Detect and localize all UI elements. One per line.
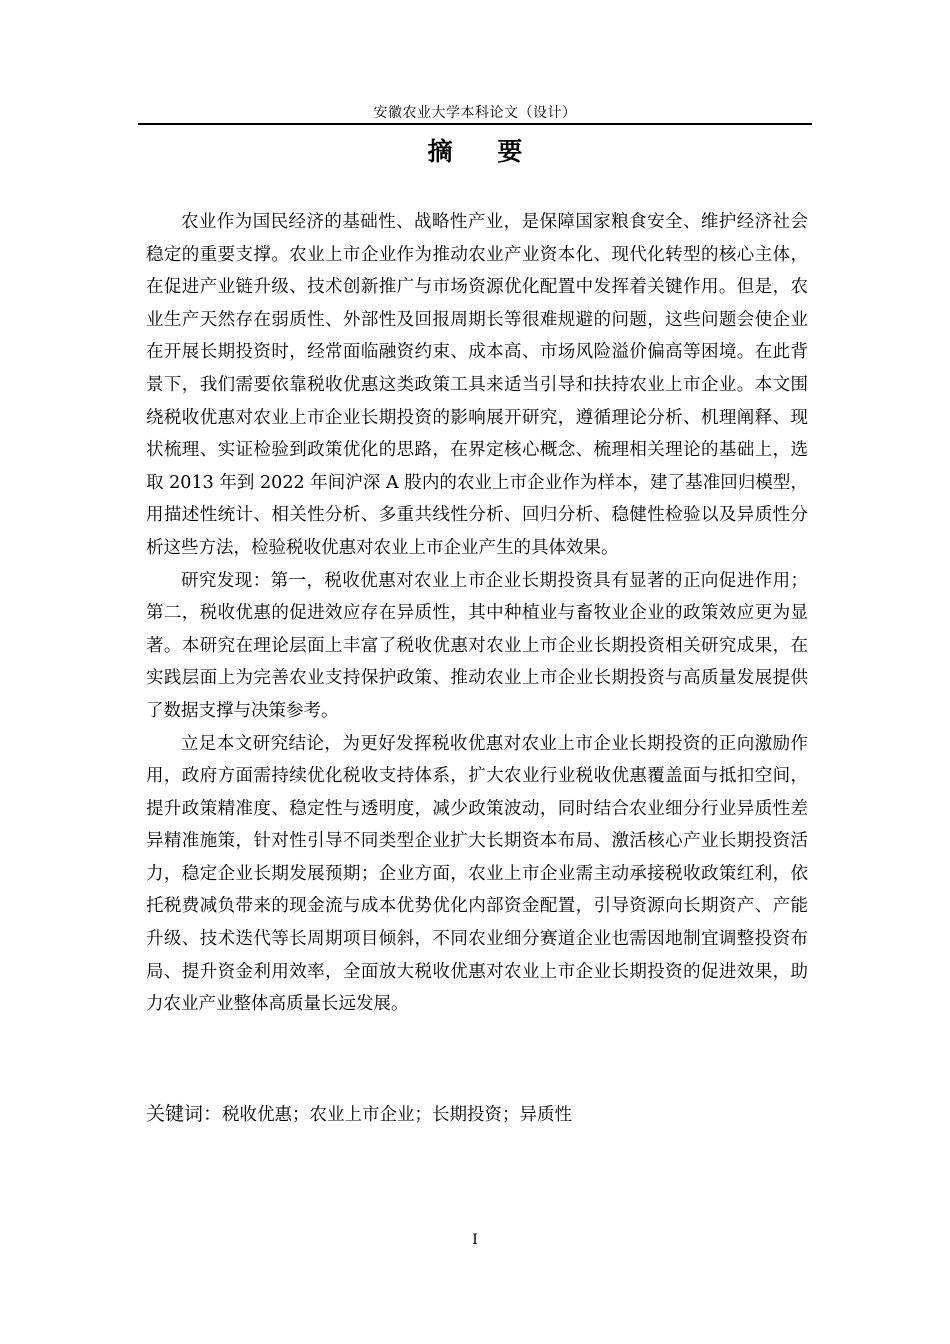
abstract-paragraph-2: 研究发现：第一，税收优惠对农业上市企业长期投资具有显著的正向促进作用；第二，税收优惠的促进效应存在异质性，其中种植业与畜牧业企业的政策效应更为显著。本研究在理论层面上丰富了税收优惠对农业上市企业长期投资相关研究成果，在实践层面上为完善农业支持保护政策、推动农业上市企业长期投资与高质量发展提供了数据支撑与决策参考。 [146, 570, 808, 721]
keywords-line [146, 1098, 808, 1131]
abstract-title: 摘 要 [427, 137, 541, 166]
abstract-paragraph-3: 立足本文研究结论，为更好发挥税收优惠对农业上市企业长期投资的正向激励作用，政府方面需持续优化税收支持体系，扩大农业行业税收优惠覆盖面与抵扣空间，提升政策精准度、稳定性与透明度，减少政策波动，同时结合农业细分行业异质性差异精准施策，针对性引导不同类型企业扩大长期资本布局、激活核心产业长期投资活力，稳定企业长期发展预期；企业方面，农业上市企业需主动承接税收政策红利，依托税费减负带来的现金流与成本优势优化内部资金配置，引导资源向长期资产、产能升级、技术迭代等长周期项目倾斜，不同农业细分赛道企业也需因地制宜调整投资布局、提升资金利用效率，全面放大税收优惠对农业上市企业长期投资的促进效果，助力农业产业整体高质量长远发展。 [146, 733, 808, 1015]
running-header: 安徽农业大学本科论文（设计） [373, 105, 577, 121]
abstract-body [146, 206, 808, 1021]
keywords-list: 税收优惠；农业上市企业；长期投资；异质性 [222, 1105, 573, 1125]
page-number: I [472, 1232, 478, 1248]
abstract-paragraph-1: 农业作为国民经济的基础性、战略性产业，是保障国家粮食安全、维护经济社会稳定的重要支撑。农业上市企业作为推动农业产业资本化、现代化转型的核心主体，在促进产业链升级、技术创新推广与市场资源优化配置中发挥着关键作用。但是，农业生产天然存在弱质性、外部性及回报周期长等很难规避的问题，这些问题会使企业在开展长期投资时，经常面临融资约束、成本高、市场风险溢价偏高等困境。在此背景下，我们需要依靠税收优惠这类政策工具来适当引导和扶持农业上市企业。本文围绕税收优惠对农业上市企业长期投资的影响展开研究，遵循理论分析、机理阐释、现状梳理、实证检验到政策优化的思路，在界定核心概念、梳理相关理论的基础上，选取 2013 年到 2022 年间沪深 A 股内的农业上市企业作为样本，建了基准回归模型，用描述性统计、相关性分析、多重共线性分析、回归分析、稳健性检验以及异质性分析这些方法，检验税收优惠对农业上市企业产生的具体效果。 [146, 212, 808, 558]
header-divider [138, 123, 812, 125]
keywords-label: 关键词： [146, 1103, 223, 1125]
